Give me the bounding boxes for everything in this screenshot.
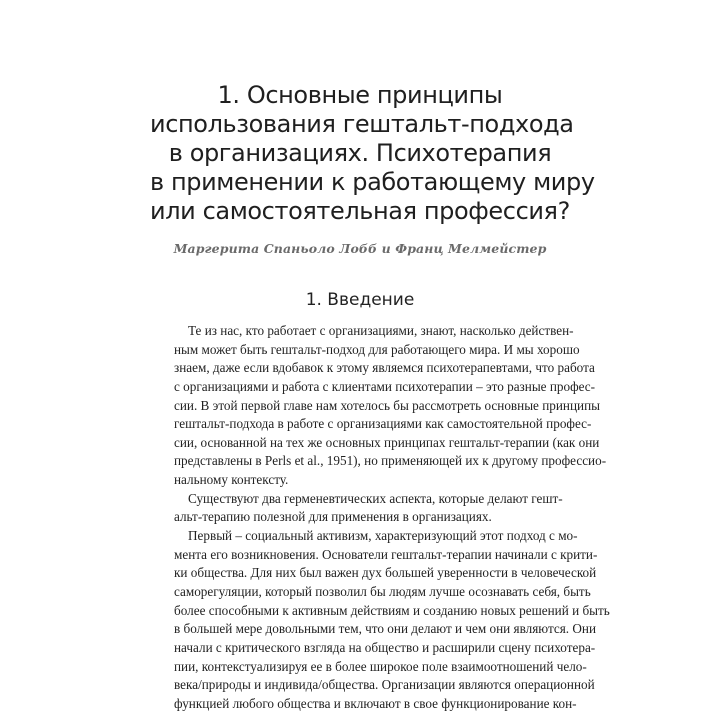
body-line: Первый – социальный активизм, характеризующий этот подход с мо- bbox=[188, 528, 578, 544]
body-line: Существуют два герменевтических аспекта, которые делают гешт- bbox=[188, 490, 563, 506]
body-line: знаем, даже если вдобавок к этому являемся психотерапевтами, что работа bbox=[174, 360, 595, 376]
body-line: альт-терапию полезной для применения в организациях. bbox=[174, 509, 492, 525]
chapter-title-line: в организациях. Психотерапия bbox=[168, 139, 552, 167]
body-line: пии, контекстуализируя ее в более широкое поле взаимоотношений чело- bbox=[174, 658, 587, 674]
chapter-title-line: использования гештальт-подхода bbox=[150, 110, 574, 138]
chapter-title bbox=[150, 81, 595, 226]
body-line: представлены в Perls et al., 1951), но применяющей их к другому профессио- bbox=[174, 453, 607, 469]
body-line: гештальт-подхода в работе с организациями как самостоятельной профес- bbox=[174, 416, 592, 432]
body-line: в большей мере довольными тем, что они делают и чем они являются. Они bbox=[174, 621, 597, 637]
body-line: ным может быть гештальт-подход для работающего мира. И мы хорошо bbox=[174, 341, 580, 357]
chapter-title-line: или самостоятельная профессия? bbox=[150, 197, 570, 225]
body-line: века/природы и индивида/общества. Организации являются операционной bbox=[174, 677, 595, 693]
body-line: Те из нас, кто работает с организациями, знают, насколько действен- bbox=[188, 323, 574, 338]
body-line: сии. В этой первой главе нам хотелось бы рассмотреть основные принципы bbox=[174, 397, 601, 413]
chapter-authors: Маргерита Спаньоло Лобб и Франц Мелмейстер bbox=[173, 241, 547, 256]
section-title: 1. Введение bbox=[305, 290, 415, 310]
body-line: ки общества. Для них был важен дух большей уверенности в человеческой bbox=[174, 565, 597, 581]
chapter-title-line: 1. Основные принципы bbox=[217, 81, 503, 109]
body-line: сии, основанной на тех же основных принципах гештальт-терапии (как они bbox=[174, 434, 600, 450]
body-text bbox=[174, 322, 610, 713]
body-line: функцией любого общества и включают в свое функционирование кон- bbox=[174, 695, 577, 711]
body-line: мента его возникновения. Основатели гештальт-терапии начинали с крити- bbox=[174, 546, 598, 562]
body-line: с организациями и работа с клиентами психотерапии – это разные профес- bbox=[174, 378, 596, 394]
body-line: начали с критического взгляда на общество и расширили сцену психотера- bbox=[174, 639, 596, 655]
body-line: саморегуляции, который позволил бы людям лучше осознавать себя, быть bbox=[174, 583, 591, 599]
body-line: более способными к активным действиям и созданию новых решений и быть bbox=[174, 602, 610, 618]
chapter-title-line: в применении к работающему миру bbox=[150, 168, 595, 196]
body-line: нальному контексту. bbox=[174, 472, 289, 488]
